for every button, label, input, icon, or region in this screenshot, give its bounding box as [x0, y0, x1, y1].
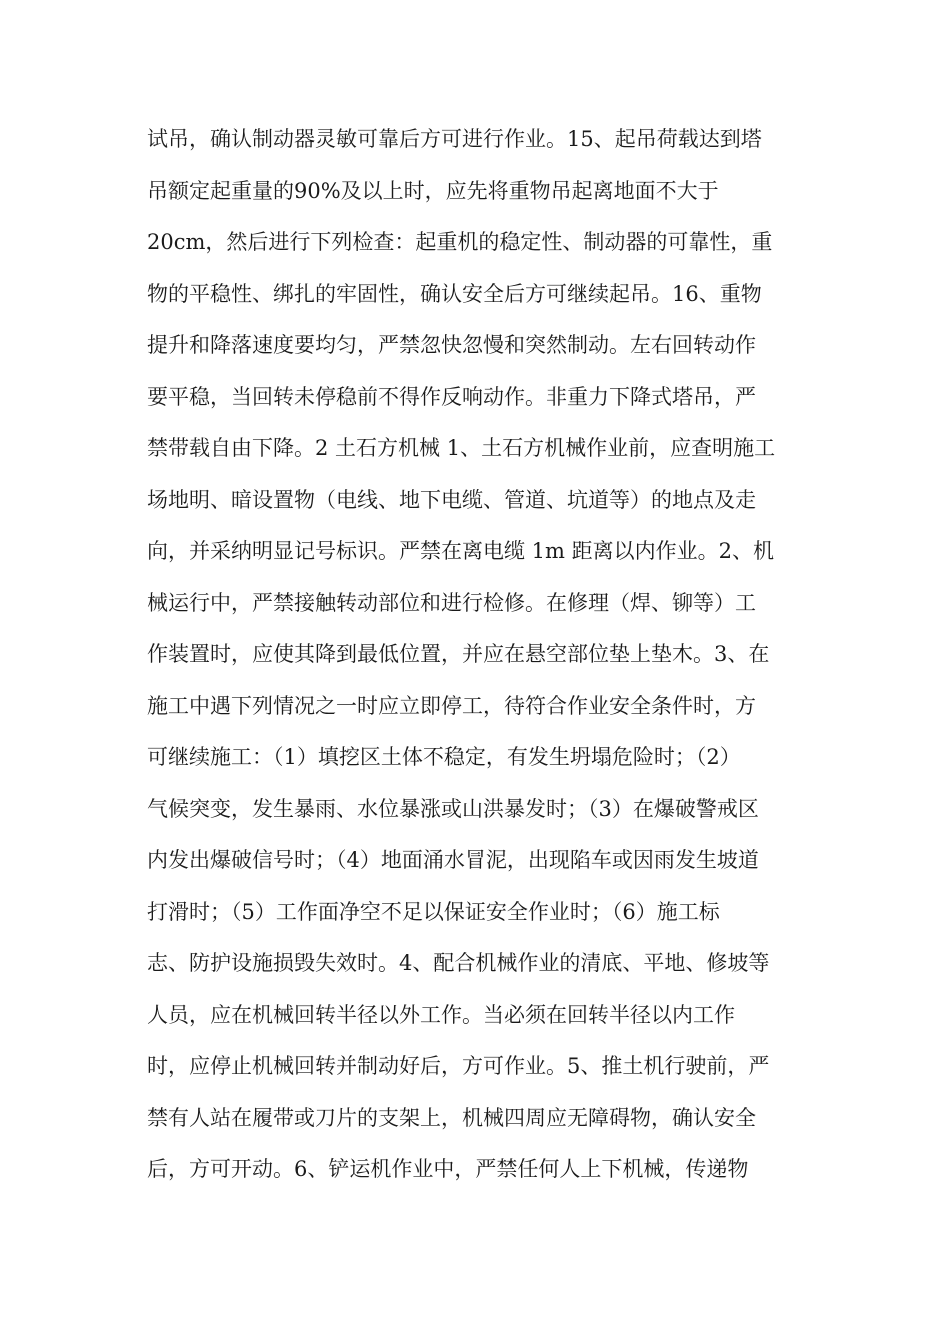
text-line: 施工中遇下列情况之一时应立即停工，待符合作业安全条件时，方: [147, 693, 756, 718]
text-line: 向，并采纳明显记号标识。严禁在离电缆 1m 距离以内作业。2、机: [147, 539, 774, 563]
text-line: 物的平稳性、绑扎的牢固性，确认安全后方可继续起吊。16、重物: [147, 281, 762, 306]
text-line: 械运行中，严禁接触转动部位和进行检修。在修理（焊、铆等）工: [147, 590, 756, 615]
text-line: 打滑时；（5）工作面净空不足以保证安全作业时；（6）施工标: [147, 899, 720, 924]
text-line: 禁有人站在履带或刀片的支架上，机械四周应无障碍物，确认安全: [147, 1105, 756, 1130]
text-line: 20cm，然后进行下列检查：起重机的稳定性、制动器的可靠性，重: [147, 230, 773, 254]
text-line: 试吊，确认制动器灵敏可靠后方可进行作业。15、起吊荷载达到塔: [147, 127, 762, 151]
text-line: 气候突变，发生暴雨、水位暴涨或山洪暴发时；（3）在爆破警戒区: [147, 796, 759, 821]
text-line: 人员，应在机械回转半径以外工作。当必须在回转半径以内工作: [147, 1002, 735, 1027]
text-line: 禁带载自由下降。2 土石方机械 1、土石方机械作业前，应查明施工: [147, 436, 776, 460]
text-line: 时，应停止机械回转并制动好后，方可作业。5、推土机行驶前，严: [147, 1054, 770, 1078]
text-line: 要平稳，当回转未停稳前不得作反响动作。非重力下降式塔吊，严: [147, 384, 756, 409]
text-line: 后，方可开动。6、铲运机作业中，严禁任何人上下机械，传递物: [147, 1157, 749, 1181]
body-text: [147, 114, 827, 1196]
text-line: 提升和降落速度要均匀，严禁忽快忽慢和突然制动。左右回转动作: [147, 333, 756, 357]
text-line: 场地明、暗设置物（电线、地下电缆、管道、坑道等）的地点及走: [147, 487, 756, 512]
text-line: 吊额定起重量的90%及以上时，应先将重物吊起离地面不大于: [147, 178, 719, 203]
text-line: 内发出爆破信号时；（4）地面涌水冒泥，出现陷车或因雨发生坡道: [147, 848, 759, 872]
text-line: 志、防护设施损毁失效时。4、配合机械作业的清底、平地、修坡等: [147, 951, 770, 975]
text-line: 可继续施工：（1）填挖区土体不稳定，有发生坍塌危险时；（2）: [147, 745, 741, 769]
text-line: 作装置时，应使其降到最低位置，并应在悬空部位垫上垫木。3、在: [147, 642, 770, 666]
